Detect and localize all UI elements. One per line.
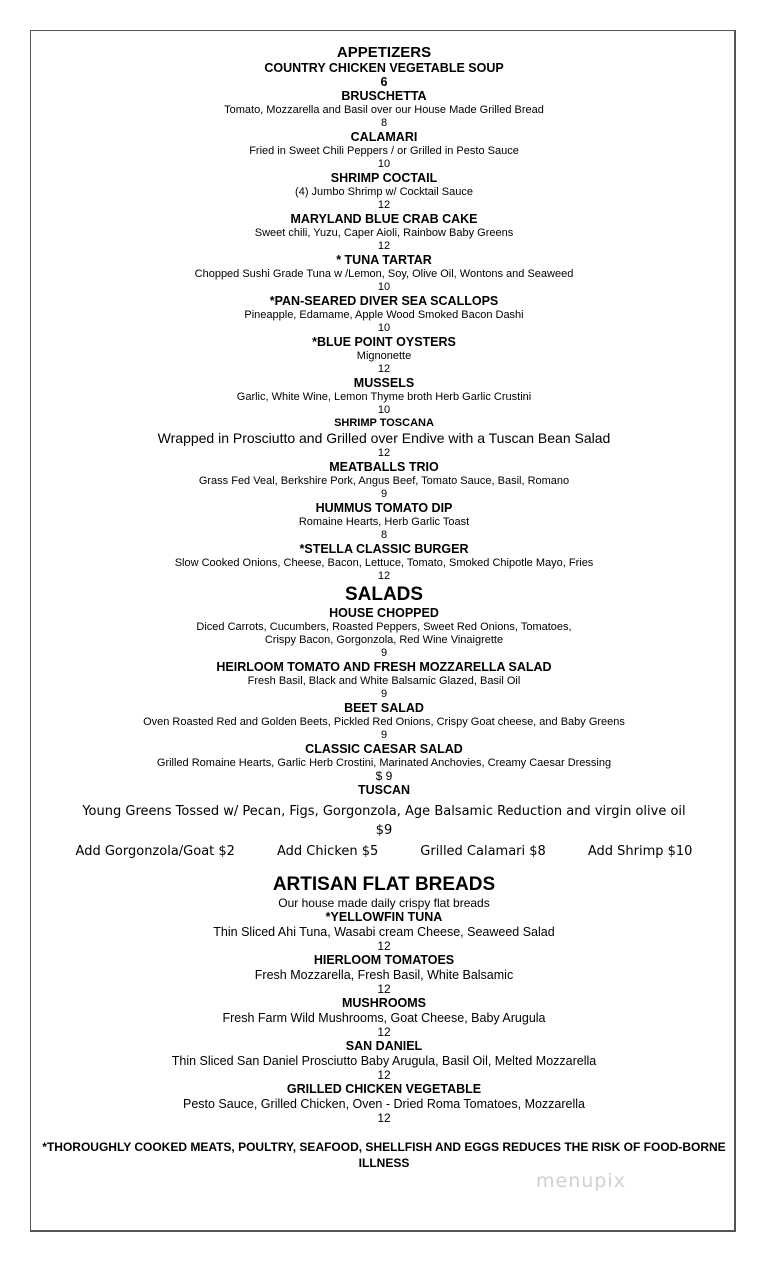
appetizers-section (32, 44, 736, 583)
item-price: 8 (380, 529, 388, 541)
item-name: HOUSE CHOPPED (329, 606, 439, 620)
section-title: ARTISAN FLAT BREADS (272, 874, 496, 895)
item-name: MARYLAND BLUE CRAB CAKE (290, 212, 478, 226)
addon-item: Grilled Calamari $8 (420, 844, 546, 859)
addon-item: Add Chicken $5 (276, 844, 379, 859)
menu-item (32, 742, 736, 783)
item-price: 12 (377, 1068, 391, 1082)
item-desc: Young Greens Tossed w/ Pecan, Figs, Gorgonzola, Age Balsamic Reduction and virgin olive oil (82, 804, 686, 819)
item-name: HIERLOOM TOMATOES (313, 953, 455, 967)
item-desc: Chopped Sushi Grade Tuna w /Lemon, Soy, Olive Oil, Wontons and Seaweed (194, 268, 574, 280)
menu-item (32, 212, 736, 253)
item-desc: Mignonette (356, 350, 412, 362)
item-desc: Slow Cooked Onions, Cheese, Bacon, Lettuce, Tomato, Smoked Chipotle Mayo, Fries (174, 557, 594, 569)
item-name: COUNTRY CHICKEN VEGETABLE SOUP (264, 61, 504, 75)
watermark-logo: menupix (536, 1170, 626, 1192)
menu-item (32, 701, 736, 742)
menu-item (32, 460, 736, 501)
addon-item: Add Gorgonzola/Goat $2 (75, 844, 235, 859)
item-price: 10 (377, 281, 391, 293)
item-desc: Pesto Sauce, Grilled Chicken, Oven - Dried Roma Tomatoes, Mozzarella (182, 1097, 586, 1111)
menu-item (32, 253, 736, 294)
item-name: HEIRLOOM TOMATO AND FRESH MOZZARELLA SALAD (216, 660, 552, 674)
item-desc: Diced Carrots, Cucumbers, Roasted Peppers, Sweet Red Onions, Tomatoes, (196, 621, 572, 633)
item-desc: Fried in Sweet Chili Peppers / or Grilled in Pesto Sauce (249, 145, 519, 157)
menu-item (32, 61, 736, 89)
menu-item (32, 130, 736, 171)
section-title: APPETIZERS (336, 44, 432, 61)
item-name: SHRIMP TOSCANA (334, 417, 434, 429)
section-title: SALADS (344, 584, 424, 605)
menu-item (32, 376, 736, 417)
item-name: SAN DANIEL (345, 1039, 423, 1053)
item-desc: Thin Sliced Ahi Tuna, Wasabi cream Cheese, Seaweed Salad (213, 925, 555, 939)
item-desc: Wrapped in Prosciutto and Grilled over Endive with a Tuscan Bean Salad (157, 430, 611, 446)
item-price: 12 (377, 1111, 391, 1125)
item-price: 10 (377, 322, 391, 334)
item-desc: Pineapple, Edamame, Apple Wood Smoked Bacon Dashi (244, 309, 524, 321)
item-name: *YELLOWFIN TUNA (325, 910, 443, 924)
item-name: HUMMUS TOMATO DIP (315, 501, 453, 515)
item-price: 9 (380, 688, 388, 700)
item-price: 6 (380, 75, 388, 89)
menu-item (32, 171, 736, 212)
item-desc: Fresh Mozzarella, Fresh Basil, White Balsamic (254, 968, 514, 982)
item-name: BEET SALAD (344, 701, 424, 715)
item-desc: (4) Jumbo Shrimp w/ Cocktail Sauce (295, 186, 473, 198)
item-price: 9 (380, 729, 388, 741)
item-price: 9 (380, 488, 388, 500)
menu-item (32, 417, 736, 460)
item-desc: Oven Roasted Red and Golden Beets, Pickled Red Onions, Crispy Goat cheese, and Baby Greens (143, 716, 625, 728)
item-name: * TUNA TARTAR (336, 253, 432, 267)
menu-item (32, 910, 736, 953)
item-desc: Garlic, White Wine, Lemon Thyme broth Herb Garlic Crustini (236, 391, 532, 403)
salad-addons (32, 842, 736, 862)
item-price: 12 (377, 240, 391, 252)
item-desc: Tomato, Mozzarella and Basil over our House Made Grilled Bread (224, 104, 544, 116)
item-price: $9 (375, 823, 393, 838)
menu-item (32, 660, 736, 701)
item-price: 12 (377, 570, 391, 582)
item-price: 12 (377, 447, 391, 459)
item-name: GRILLED CHICKEN VEGETABLE (286, 1082, 482, 1096)
menu-item (32, 1082, 736, 1125)
flatbreads-section (32, 874, 736, 1125)
item-price: 9 (380, 647, 388, 659)
menu-page (32, 44, 736, 1171)
item-name: MUSSELS (353, 376, 415, 390)
item-name: *BLUE POINT OYSTERS (312, 335, 456, 349)
item-name: *PAN-SEARED DIVER SEA SCALLOPS (269, 294, 499, 308)
health-disclaimer: *THOROUGHLY COOKED MEATS, POULTRY, SEAFOOD, SHELLFISH AND EGGS REDUCES THE RISK OF FOOD-BORNE ILLNESS (42, 1140, 726, 1170)
item-price: 12 (377, 982, 391, 996)
item-price: 12 (377, 363, 391, 375)
item-price: 10 (377, 158, 391, 170)
menu-item (32, 953, 736, 996)
item-price: 8 (380, 117, 388, 129)
menu-item (32, 89, 736, 130)
item-price: 12 (377, 1025, 391, 1039)
item-desc: Thin Sliced San Daniel Prosciutto Baby Arugula, Basil Oil, Melted Mozzarella (171, 1054, 597, 1068)
item-price: 12 (377, 199, 391, 211)
item-name: TUSCAN (357, 783, 411, 797)
menu-item (32, 335, 736, 376)
item-name: MEATBALLS TRIO (329, 460, 439, 474)
item-name: CALAMARI (350, 130, 418, 144)
item-name: BRUSCHETTA (341, 89, 427, 103)
menu-item (32, 501, 736, 542)
menu-item (32, 606, 736, 660)
item-name: *STELLA CLASSIC BURGER (299, 542, 469, 556)
item-name: CLASSIC CAESAR SALAD (305, 742, 463, 756)
menu-item (32, 996, 736, 1039)
item-desc: Crispy Bacon, Gorgonzola, Red Wine Vinaigrette (264, 634, 504, 646)
section-subtitle: Our house made daily crispy flat breads (278, 896, 490, 910)
item-desc: Fresh Basil, Black and White Balsamic Glazed, Basil Oil (247, 675, 521, 687)
item-desc: Romaine Hearts, Herb Garlic Toast (298, 516, 470, 528)
item-name: MUSHROOMS (341, 996, 427, 1010)
item-price: $ 9 (375, 769, 393, 783)
menu-item (32, 542, 736, 583)
item-desc: Grilled Romaine Hearts, Garlic Herb Crostini, Marinated Anchovies, Creamy Caesar Dressing (156, 757, 612, 769)
menu-item (32, 1039, 736, 1082)
item-desc: Grass Fed Veal, Berkshire Pork, Angus Beef, Tomato Sauce, Basil, Romano (198, 475, 570, 487)
item-name: SHRIMP COCTAIL (330, 171, 438, 185)
salads-section (32, 584, 736, 862)
item-desc: Sweet chili, Yuzu, Caper Aioli, Rainbow Baby Greens (254, 227, 514, 239)
addon-item: Add Shrimp $10 (587, 844, 693, 859)
menu-item (32, 783, 736, 840)
item-price: 10 (377, 404, 391, 416)
item-desc: Fresh Farm Wild Mushrooms, Goat Cheese, Baby Arugula (222, 1011, 546, 1025)
menu-item (32, 294, 736, 335)
item-price: 12 (377, 939, 391, 953)
